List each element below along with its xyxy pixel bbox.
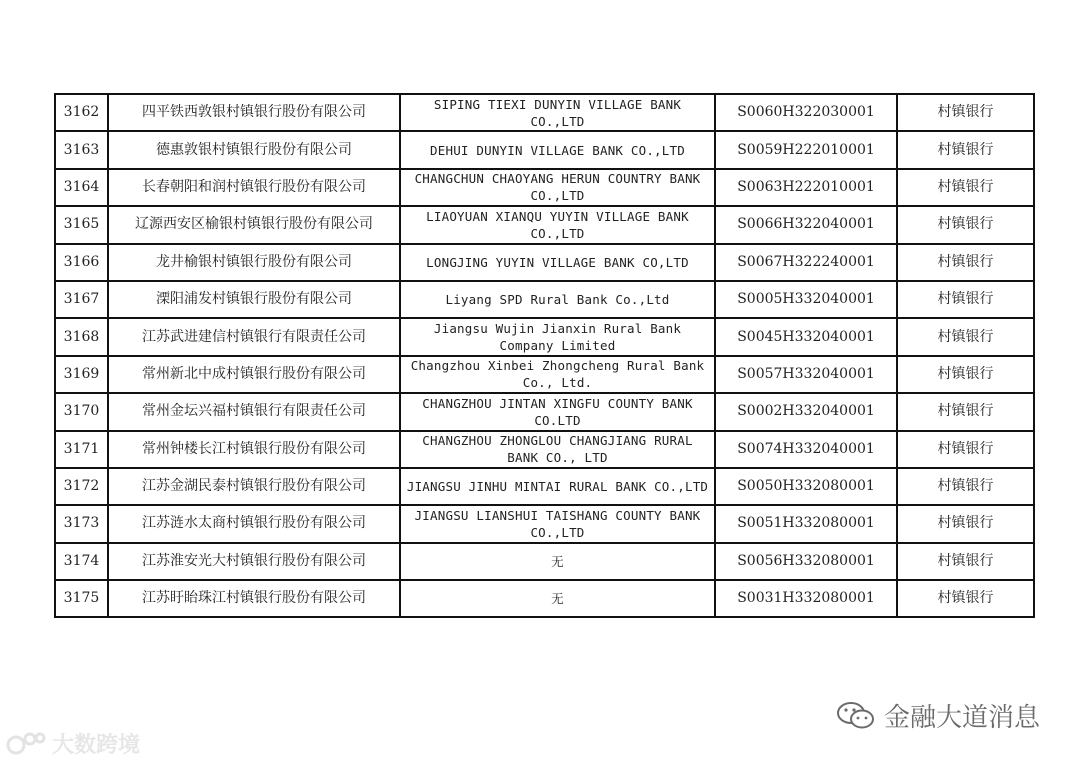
table-row <box>55 94 1034 131</box>
institution-code: S0005H332040001 <box>715 281 897 318</box>
bank-name-english: LONGJING YUYIN VILLAGE BANK CO,LTD <box>400 244 715 281</box>
watermark-left-text: 大数跨境 <box>52 733 141 758</box>
bank-name-chinese: 江苏涟水太商村镇银行股份有限公司 <box>108 505 400 542</box>
table-row <box>55 244 1034 281</box>
table-row <box>55 468 1034 505</box>
row-number: 3169 <box>55 356 108 393</box>
institution-type: 村镇银行 <box>897 505 1034 542</box>
institution-type: 村镇银行 <box>897 431 1034 468</box>
row-number: 3162 <box>55 94 108 131</box>
institution-type: 村镇银行 <box>897 169 1034 206</box>
row-number: 3167 <box>55 281 108 318</box>
institution-type: 村镇银行 <box>897 356 1034 393</box>
table-row <box>55 393 1034 430</box>
row-number: 3172 <box>55 468 108 505</box>
bank-name-chinese: 江苏盱眙珠江村镇银行股份有限公司 <box>108 580 400 617</box>
bank-name-english: 无 <box>400 580 715 617</box>
row-number: 3174 <box>55 543 108 580</box>
bank-name-english: JIANGSU JINHU MINTAI RURAL BANK CO.,LTD <box>400 468 715 505</box>
bank-list-table <box>54 93 1035 618</box>
bank-name-chinese: 常州新北中成村镇银行股份有限公司 <box>108 356 400 393</box>
row-number: 3170 <box>55 393 108 430</box>
bank-name-chinese: 四平铁西敦银村镇银行股份有限公司 <box>108 94 400 131</box>
bank-name-english: CHANGCHUN CHAOYANG HERUN COUNTRY BANK CO.,LTD <box>400 169 715 206</box>
institution-type: 村镇银行 <box>897 244 1034 281</box>
table-row <box>55 281 1034 318</box>
bank-name-chinese: 长春朝阳和润村镇银行股份有限公司 <box>108 169 400 206</box>
table-row <box>55 505 1034 542</box>
row-number: 3171 <box>55 431 108 468</box>
bank-name-english: LIAOYUAN XIANQU YUYIN VILLAGE BANK CO.,LTD <box>400 206 715 243</box>
institution-code: S0051H332080001 <box>715 505 897 542</box>
institution-type: 村镇银行 <box>897 131 1034 168</box>
bank-name-english: JIANGSU LIANSHUI TAISHANG COUNTY BANK CO.,LTD <box>400 505 715 542</box>
institution-type: 村镇银行 <box>897 94 1034 131</box>
row-number: 3164 <box>55 169 108 206</box>
bank-name-english: DEHUI DUNYIN VILLAGE BANK CO.,LTD <box>400 131 715 168</box>
bank-name-chinese: 常州钟楼长江村镇银行股份有限公司 <box>108 431 400 468</box>
bank-name-chinese: 江苏武进建信村镇银行有限责任公司 <box>108 318 400 355</box>
bank-name-chinese: 江苏金湖民泰村镇银行股份有限公司 <box>108 468 400 505</box>
bank-name-chinese: 德惠敦银村镇银行股份有限公司 <box>108 131 400 168</box>
institution-code: S0066H322040001 <box>715 206 897 243</box>
bank-name-english: CHANGZHOU JINTAN XINGFU COUNTY BANK CO.LTD <box>400 393 715 430</box>
bank-name-english: Jiangsu Wujin Jianxin Rural Bank Company Limited <box>400 318 715 355</box>
bank-name-english: Liyang SPD Rural Bank Co.,Ltd <box>400 281 715 318</box>
watermark-left <box>6 728 140 759</box>
institution-code: S0067H322240001 <box>715 244 897 281</box>
institution-type: 村镇银行 <box>897 206 1034 243</box>
institution-type: 村镇银行 <box>897 281 1034 318</box>
table-row <box>55 356 1034 393</box>
row-number: 3175 <box>55 580 108 617</box>
row-number: 3165 <box>55 206 108 243</box>
institution-code: S0056H332080001 <box>715 543 897 580</box>
table-row <box>55 431 1034 468</box>
watermark-right-text: 金融大道消息 <box>884 703 1041 733</box>
bank-name-english: Changzhou Xinbei Zhongcheng Rural Bank Co., Ltd. <box>400 356 715 393</box>
table-row <box>55 169 1034 206</box>
table-row <box>55 543 1034 580</box>
institution-code: S0060H322030001 <box>715 94 897 131</box>
institution-code: S0059H222010001 <box>715 131 897 168</box>
bank-list-table-wrap <box>54 93 1026 618</box>
institution-type: 村镇银行 <box>897 543 1034 580</box>
bank-name-chinese: 江苏淮安光大村镇银行股份有限公司 <box>108 543 400 580</box>
institution-code: S0050H332080001 <box>715 468 897 505</box>
camera-lens-icon <box>6 731 46 757</box>
institution-type: 村镇银行 <box>897 393 1034 430</box>
row-number: 3163 <box>55 131 108 168</box>
institution-type: 村镇银行 <box>897 468 1034 505</box>
table-row <box>55 131 1034 168</box>
bank-name-chinese: 辽源西安区榆银村镇银行股份有限公司 <box>108 206 400 243</box>
table-row <box>55 318 1034 355</box>
wechat-icon <box>836 701 876 731</box>
institution-code: S0063H222010001 <box>715 169 897 206</box>
institution-code: S0074H332040001 <box>715 431 897 468</box>
institution-code: S0002H332040001 <box>715 393 897 430</box>
bank-name-english: SIPING TIEXI DUNYIN VILLAGE BANK CO.,LTD <box>400 94 715 131</box>
row-number: 3166 <box>55 244 108 281</box>
bank-name-english: 无 <box>400 543 715 580</box>
bank-name-chinese: 常州金坛兴福村镇银行有限责任公司 <box>108 393 400 430</box>
institution-code: S0031H332080001 <box>715 580 897 617</box>
bank-list-body <box>55 94 1034 617</box>
institution-code: S0057H332040001 <box>715 356 897 393</box>
watermark-right <box>836 697 1040 734</box>
institution-type: 村镇银行 <box>897 318 1034 355</box>
bank-name-chinese: 溧阳浦发村镇银行股份有限公司 <box>108 281 400 318</box>
table-row <box>55 580 1034 617</box>
bank-name-chinese: 龙井榆银村镇银行股份有限公司 <box>108 244 400 281</box>
row-number: 3168 <box>55 318 108 355</box>
institution-type: 村镇银行 <box>897 580 1034 617</box>
bank-name-english: CHANGZHOU ZHONGLOU CHANGJIANG RURAL BANK CO., LTD <box>400 431 715 468</box>
row-number: 3173 <box>55 505 108 542</box>
institution-code: S0045H332040001 <box>715 318 897 355</box>
table-row <box>55 206 1034 243</box>
